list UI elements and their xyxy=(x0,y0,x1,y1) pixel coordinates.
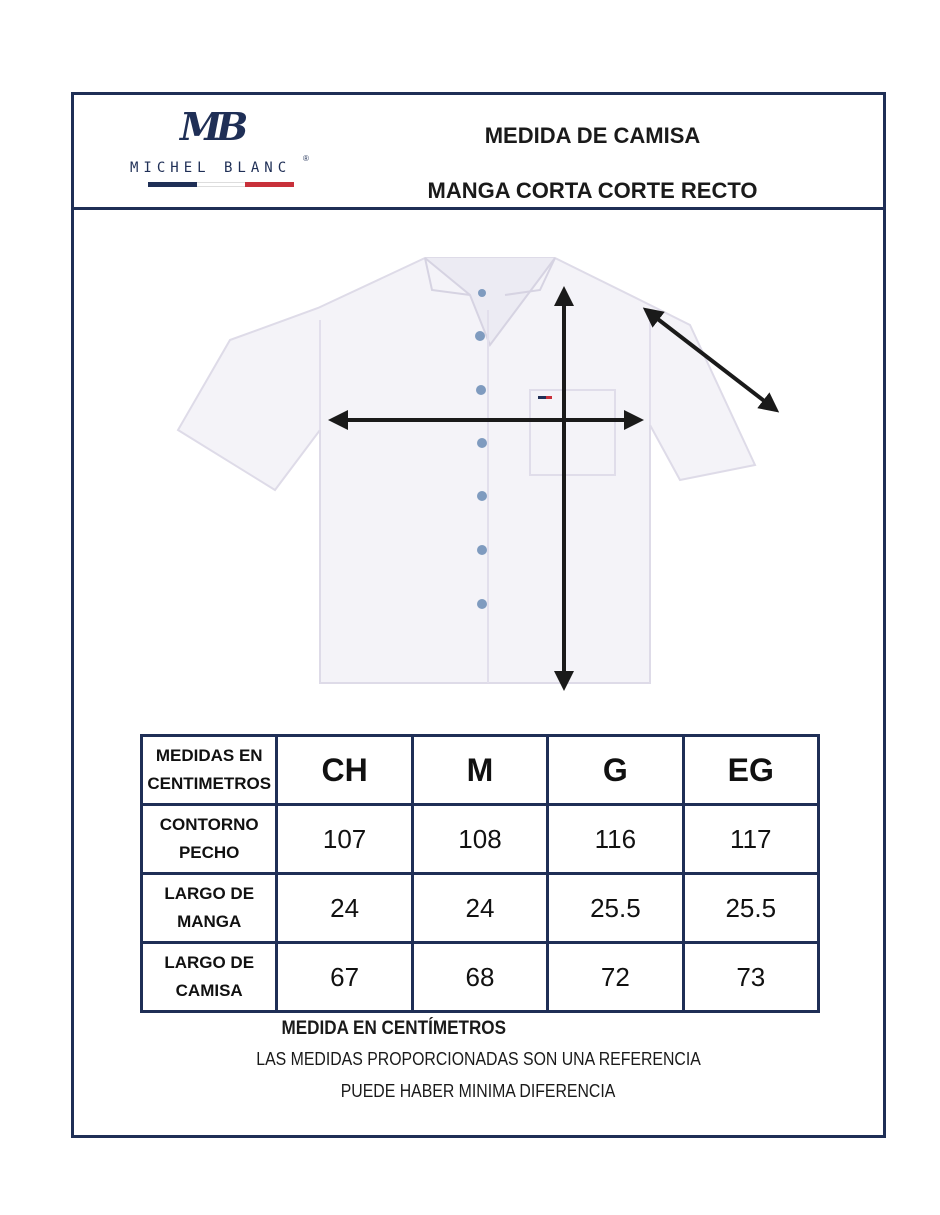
shirt-body xyxy=(178,258,755,683)
brand-logo xyxy=(128,104,318,194)
table-cell: 116 xyxy=(548,805,683,874)
page-subtitle: MANGA CORTA CORTE RECTO xyxy=(427,178,758,203)
notes-title: MEDIDA EN CENTÍMETROS xyxy=(281,1018,506,1039)
table-cell: 25.5 xyxy=(548,874,683,943)
size-header-m: M xyxy=(412,736,547,805)
size-header-g: G xyxy=(548,736,683,805)
table-corner-label: MEDIDAS EN CENTIMETROS xyxy=(142,736,277,805)
table-cell: 25.5 xyxy=(683,874,818,943)
table-cell: 67 xyxy=(277,943,412,1012)
table-cell: 73 xyxy=(683,943,818,1012)
size-chart-table xyxy=(140,734,820,1013)
brand-stripe xyxy=(148,182,294,187)
brand-name: MICHEL BLANC xyxy=(130,160,292,176)
table-header-row xyxy=(142,736,819,805)
table-cell: 24 xyxy=(277,874,412,943)
row-label-sleeve: LARGO DE MANGA xyxy=(142,874,277,943)
size-header-eg: EG xyxy=(683,736,818,805)
shirt-measurement-figure xyxy=(170,250,790,700)
table-cell: 72 xyxy=(548,943,683,1012)
table-row xyxy=(142,805,819,874)
table-cell: 117 xyxy=(683,805,818,874)
size-header-ch: CH xyxy=(277,736,412,805)
header-divider xyxy=(71,207,886,210)
table-row xyxy=(142,874,819,943)
notes-line-2: PUEDE HABER MINIMA DIFERENCIA xyxy=(341,1081,616,1101)
row-label-length: LARGO DE CAMISA xyxy=(142,943,277,1012)
table-row xyxy=(142,943,819,1012)
stripe-blue xyxy=(148,182,197,187)
notes-line-1: LAS MEDIDAS PROPORCIONADAS SON UNA REFERENCIA xyxy=(256,1049,701,1069)
registered-mark: ® xyxy=(303,154,309,163)
table-cell: 24 xyxy=(412,874,547,943)
stripe-red xyxy=(245,182,294,187)
brand-monogram: MB xyxy=(180,104,243,149)
table-cell: 68 xyxy=(412,943,547,1012)
row-label-chest: CONTORNO PECHO xyxy=(142,805,277,874)
page-title: MEDIDA DE CAMISA xyxy=(484,123,701,148)
stripe-white xyxy=(197,182,246,187)
table-cell: 108 xyxy=(412,805,547,874)
table-cell: 107 xyxy=(277,805,412,874)
